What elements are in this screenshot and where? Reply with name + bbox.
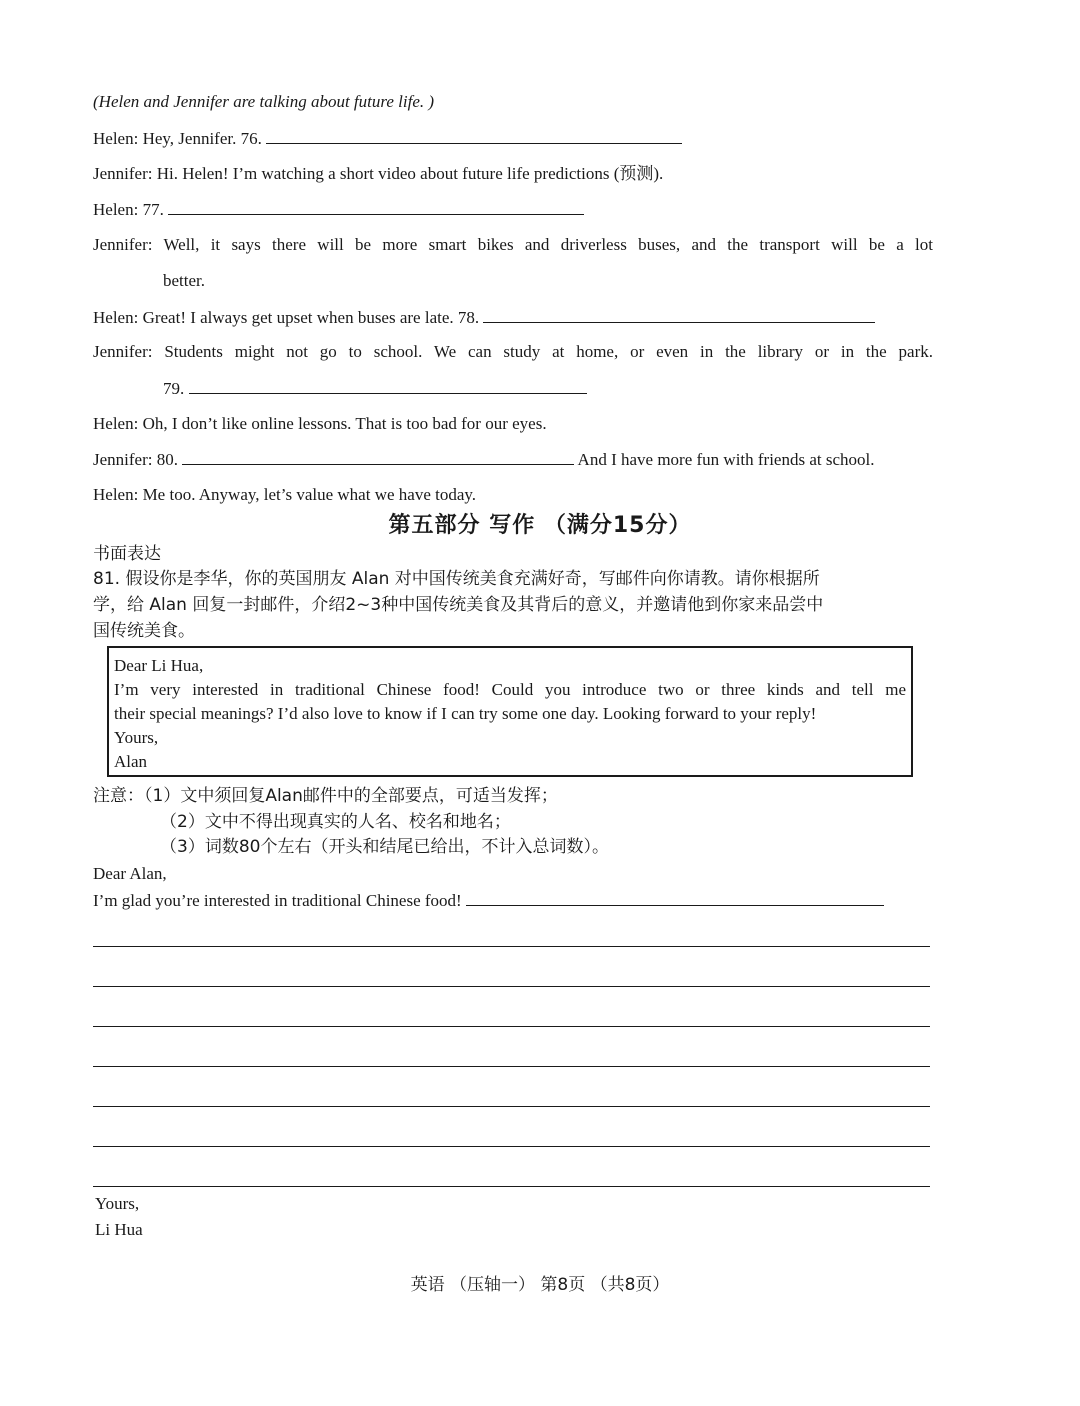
section-subheading: 书面表达 <box>93 544 161 564</box>
writing-line-3[interactable] <box>93 1026 930 1027</box>
email-box <box>107 646 913 777</box>
answer-blank-80[interactable] <box>182 448 574 465</box>
writing-line-7[interactable] <box>93 1186 930 1187</box>
email-body-line-2: their special meanings? I’d also love to know if I can try some one day. Looking forward to your reply! <box>114 704 817 723</box>
note-2: （2）文中不得出现真实的人名、校名和地名； <box>160 812 511 832</box>
page-footer: 英语 （压轴一） 第8页 （共8页） <box>410 1275 670 1295</box>
question-81-line-3: 国传统美食。 <box>93 621 195 641</box>
answer-closing: Yours, <box>95 1194 140 1213</box>
dialogue-line-78: Helen: Great! I always get upset when buses are late. 78. <box>93 306 933 329</box>
answer-blank-76[interactable] <box>266 127 682 144</box>
section-heading: 第五部分 写作 （满分15分） <box>388 513 692 538</box>
email-signature: Alan <box>114 752 148 771</box>
email-greeting: Dear Li Hua, <box>114 656 204 675</box>
writing-line-0[interactable] <box>466 889 884 906</box>
dialogue-line-4b: better. <box>163 271 206 290</box>
writing-line-6[interactable] <box>93 1146 930 1147</box>
question-81-line-1: 81. 假设你是李华，你的英国朋友 Alan 对中国传统美食充满好奇，写邮件向你请教。请你根据所 <box>93 569 820 589</box>
dialogue-line-77: Helen: 77. <box>93 198 933 221</box>
dialogue-intro: (Helen and Jennifer are talking about future life. ) <box>93 92 435 111</box>
dialogue-line-80: Jennifer: 80. And I have more fun with friends at school. <box>93 450 875 469</box>
writing-line-5[interactable] <box>93 1106 930 1107</box>
answer-blank-79[interactable] <box>189 377 587 394</box>
email-closing: Yours, <box>114 728 159 747</box>
email-body-line-1: I’m very interested in traditional Chinese food! Could you introduce two or three kinds and tell me <box>114 680 906 699</box>
writing-line-4[interactable] <box>93 1066 930 1067</box>
writing-line-2[interactable] <box>93 986 930 987</box>
dialogue-line-76: Helen: Hey, Jennifer. 76. <box>93 127 933 150</box>
question-81-line-2: 学，给 Alan 回复一封邮件，介绍2~3种中国传统美食及其背后的意义，并邀请他到你家来品尝中 <box>93 595 824 615</box>
dialogue-line-6a: Jennifer: Students might not go to school. We can study at home, or even in the library or in the park. <box>93 342 933 361</box>
dialogue-line-2: Jennifer: Hi. Helen! I’m watching a short video about future life predictions (预测). <box>93 164 664 183</box>
answer-signature: Li Hua <box>95 1220 143 1239</box>
answer-blank-77[interactable] <box>168 198 584 215</box>
dialogue-line-79: 79. <box>163 377 933 400</box>
answer-blank-78[interactable] <box>483 306 875 323</box>
dialogue-line-7: Helen: Oh, I don’t like online lessons. That is too bad for our eyes. <box>93 414 547 433</box>
note-1: 注意：（1）文中须回复Alan邮件中的全部要点，可适当发挥； <box>93 786 558 806</box>
answer-greeting: Dear Alan, <box>93 864 167 883</box>
dialogue-line-9: Helen: Me too. Anyway, let’s value what we have today. <box>93 485 477 504</box>
answer-opening-line: I’m glad you’re interested in traditional Chinese food! <box>93 889 933 912</box>
writing-line-1[interactable] <box>93 946 930 947</box>
note-3: （3）词数80个左右（开头和结尾已给出，不计入总词数）。 <box>160 837 609 857</box>
dialogue-line-4a: Jennifer: Well, it says there will be more smart bikes and driverless buses, and the transport will be a lot <box>93 235 933 254</box>
